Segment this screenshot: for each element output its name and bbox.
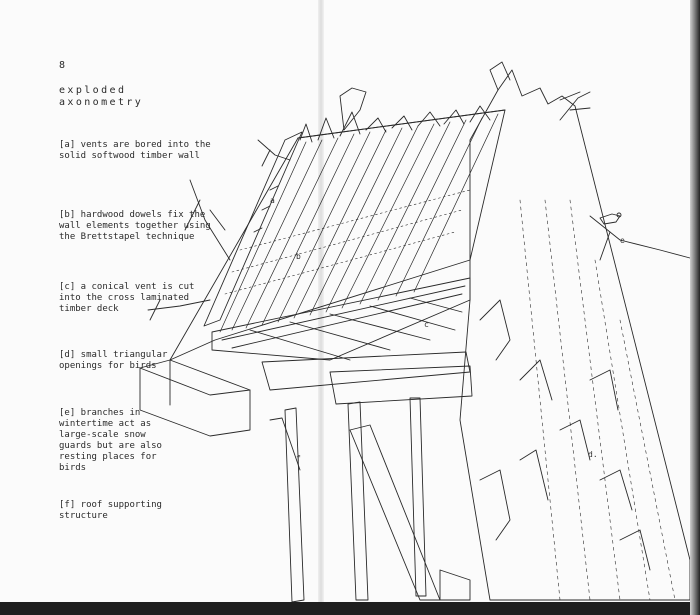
caption-line: [c] a conical vent is cut bbox=[59, 282, 195, 292]
label-b: b bbox=[296, 252, 301, 261]
label-d: d. bbox=[588, 450, 598, 459]
roof-boards bbox=[220, 114, 498, 332]
caption-line: structure bbox=[59, 511, 108, 521]
caption-line: large-scale snow bbox=[59, 430, 146, 440]
support-beams bbox=[140, 352, 472, 436]
title-line: exploded bbox=[59, 85, 127, 96]
caption-line: timber deck bbox=[59, 304, 119, 314]
label-c: c bbox=[424, 320, 429, 329]
gable-plank bbox=[204, 132, 302, 326]
caption-line: [f] roof supporting bbox=[59, 500, 162, 510]
bark-wall bbox=[460, 62, 690, 600]
caption-line: into the cross laminated bbox=[59, 293, 190, 303]
caption-line: [d] small triangular bbox=[59, 350, 168, 360]
page-bottom-edge bbox=[0, 602, 700, 615]
support-posts bbox=[270, 398, 470, 602]
caption-line: birds bbox=[59, 463, 87, 473]
label-a: a bbox=[270, 196, 275, 205]
caption-line: solid softwood timber wall bbox=[59, 151, 200, 161]
caption-line: wall elements together using bbox=[59, 221, 211, 231]
caption-line: wintertime act as bbox=[59, 419, 152, 429]
caption-line: guards but are also bbox=[59, 441, 162, 451]
dowel-lines bbox=[225, 190, 470, 294]
caption-line: openings for birds bbox=[59, 361, 157, 371]
branches bbox=[148, 92, 690, 320]
caption-line: the Brettstapel technique bbox=[59, 232, 195, 242]
label-f: f bbox=[296, 454, 301, 463]
book-gutter bbox=[318, 0, 324, 612]
caption-line: resting places for bbox=[59, 452, 157, 462]
caption-line: [a] vents are bored into the bbox=[59, 140, 211, 150]
roof-plane bbox=[170, 110, 505, 360]
caption-line: [b] hardwood dowels fix the bbox=[59, 210, 206, 220]
bark-dashes bbox=[520, 200, 675, 600]
caption-line: [e] branches in bbox=[59, 408, 141, 418]
title-line: axonometry bbox=[59, 97, 144, 108]
page-number: 8 bbox=[59, 60, 66, 71]
label-e: e bbox=[620, 236, 625, 245]
page-right-edge bbox=[690, 0, 700, 615]
